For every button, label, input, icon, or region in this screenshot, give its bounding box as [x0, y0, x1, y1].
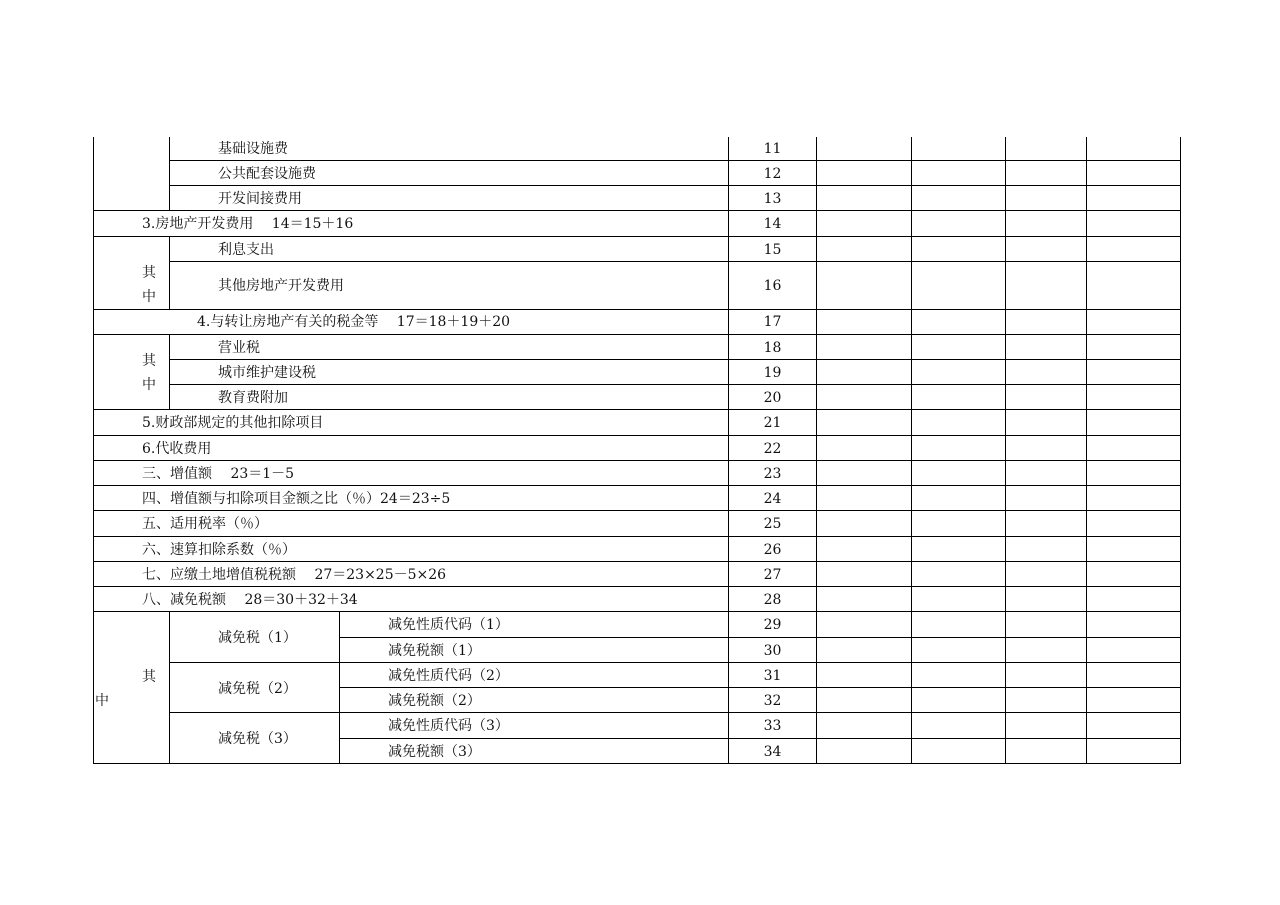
row-line-number: 26 [763, 542, 782, 558]
group-label: 中 [95, 693, 109, 709]
column-line [169, 137, 170, 211]
row-label: 公共配套设施费 [218, 166, 316, 182]
row-line-number: 27 [763, 567, 782, 583]
column-line [93, 137, 94, 764]
row-line [339, 687, 1181, 688]
group-label: 其 [142, 265, 156, 281]
column-line [1180, 137, 1181, 764]
row-line [169, 384, 1181, 385]
row-line [339, 637, 1181, 638]
row-line [93, 460, 1181, 461]
column-line [339, 611, 340, 764]
row-label: 减免税额（2） [388, 693, 481, 709]
column-line [911, 137, 912, 764]
row-label: 七、应缴土地增值税税额 27＝23×25－5×26 [142, 567, 447, 583]
row-label: 教育费附加 [218, 390, 288, 406]
row-label: 三、增值额 23＝1－5 [142, 466, 295, 482]
row-line [93, 210, 1181, 211]
row-label: 营业税 [218, 340, 260, 356]
row-line [339, 738, 1181, 739]
row-label: 6.代收费用 [142, 441, 212, 457]
row-label: 五、适用税率（％） [142, 516, 268, 532]
row-label: 3.房地产开发费用 14＝15＋16 [142, 216, 354, 232]
row-line-number: 30 [763, 643, 782, 659]
row-line [93, 309, 1181, 310]
row-label: 开发间接费用 [218, 191, 302, 207]
row-line-number: 16 [763, 278, 782, 294]
row-line-number: 34 [763, 744, 782, 760]
row-line-number: 28 [763, 592, 782, 608]
row-line [169, 712, 1181, 713]
row-label: 四、增值额与扣除项目金额之比（％）24＝23÷5 [142, 491, 451, 507]
group-label: 其 [142, 353, 156, 369]
row-line [93, 611, 1181, 612]
group-label: 中 [142, 289, 156, 305]
row-line-number: 29 [763, 617, 782, 633]
group-label: 中 [142, 377, 156, 393]
row-line [93, 334, 1181, 335]
row-line-number: 12 [763, 166, 782, 182]
row-line [93, 763, 1181, 764]
row-line-number: 19 [763, 365, 782, 381]
row-label: 六、速算扣除系数（％） [142, 542, 296, 558]
row-label: 4.与转让房地产有关的税金等 17＝18＋19＋20 [197, 314, 511, 330]
reduction-group-label: 减免税（3） [218, 731, 297, 747]
row-line [169, 662, 1181, 663]
row-line-number: 18 [763, 340, 782, 356]
row-line [169, 185, 1181, 186]
row-line-number: 25 [763, 516, 782, 532]
row-line [93, 409, 1181, 410]
column-line [169, 236, 170, 310]
row-line [93, 561, 1181, 562]
row-line-number: 13 [763, 191, 782, 207]
row-line [93, 485, 1181, 486]
row-label: 减免税额（3） [388, 744, 481, 760]
column-line [169, 334, 170, 410]
row-line [93, 510, 1181, 511]
group-label: 其 [142, 669, 156, 685]
row-line [169, 160, 1181, 161]
row-label: 八、减免税额 28＝30＋32＋34 [142, 592, 358, 608]
row-line [93, 435, 1181, 436]
reduction-group-label: 减免税（2） [218, 681, 297, 697]
row-line-number: 21 [763, 415, 782, 431]
row-line-number: 31 [763, 668, 782, 684]
column-line [1005, 137, 1006, 764]
row-line-number: 11 [763, 141, 782, 157]
row-line [93, 236, 1181, 237]
row-line-number: 22 [763, 441, 782, 457]
row-line-number: 24 [763, 491, 782, 507]
row-label: 减免性质代码（3） [388, 718, 509, 734]
row-line-number: 14 [763, 216, 782, 232]
row-line [169, 261, 1181, 262]
row-line-number: 32 [763, 693, 782, 709]
column-line [1086, 137, 1087, 764]
row-label: 城市维护建设税 [218, 365, 316, 381]
row-line-number: 33 [763, 718, 782, 734]
row-label: 减免性质代码（1） [388, 617, 509, 633]
row-label: 利息支出 [218, 242, 274, 258]
column-line [816, 137, 817, 764]
row-line [93, 536, 1181, 537]
row-line [93, 586, 1181, 587]
row-line-number: 20 [763, 390, 782, 406]
row-label: 5.财政部规定的其他扣除项目 [142, 415, 324, 431]
row-label: 减免税额（1） [388, 643, 481, 659]
row-label: 基础设施费 [218, 141, 288, 157]
row-line [169, 359, 1181, 360]
row-line-number: 23 [763, 466, 782, 482]
row-label: 其他房地产开发费用 [218, 278, 344, 294]
row-label: 减免性质代码（2） [388, 668, 509, 684]
row-line-number: 17 [763, 314, 782, 330]
column-line [169, 611, 170, 764]
reduction-group-label: 减免税（1） [218, 630, 297, 646]
row-line-number: 15 [763, 242, 782, 258]
